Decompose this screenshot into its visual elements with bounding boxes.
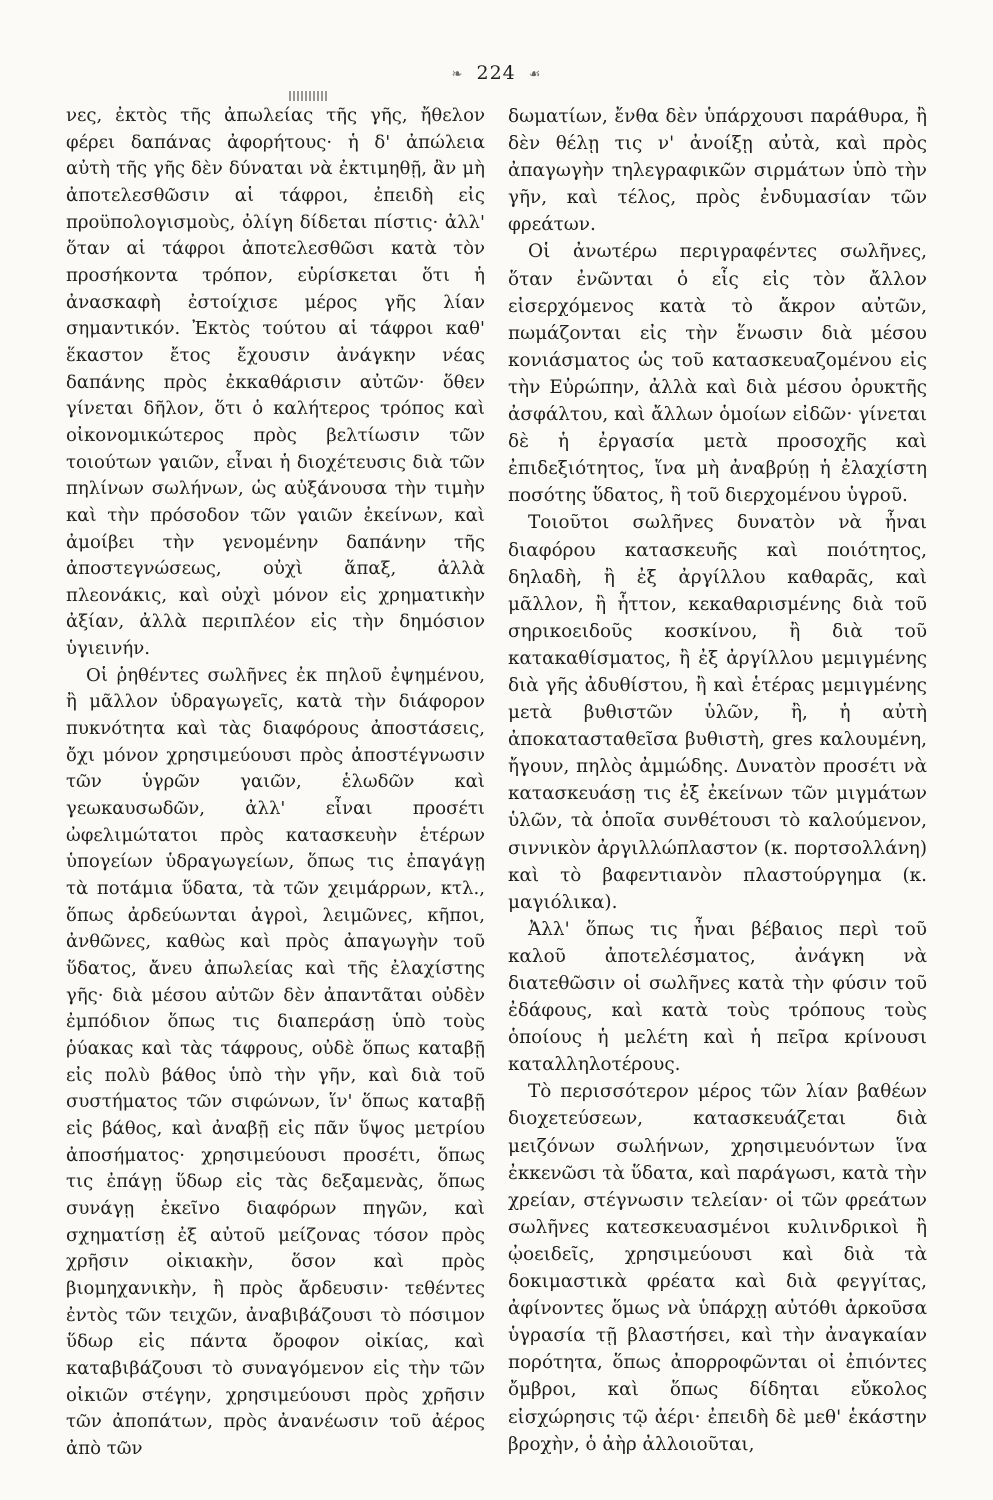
- paragraph: δωματίων, ἔνθα δὲν ὑπάρχουσι παράθυρα, ἢ δὲν θέλῃ τις ν' ἀνοίξῃ αὐτὰ, καὶ πρὸς ἀπαγωγὴν τηλεγραφικῶν σιρμάτων ὑπὸ τὴν γῆν, καὶ τέλος, πρὸς ἐνδυμασίαν τῶν φρεάτων.: [508, 106, 927, 236]
- paragraph: Οἱ ῥηθέντες σωλῆνες ἐκ πηλοῦ ἐψημένου, ἢ μᾶλλον ὑδραγωγεῖς, κατὰ τὴν διάφορον πυκνότητα καὶ τὰς διαφόρους ἀποστάσεις, ὄχι μόνον χρησιμεύουσι πρὸς ἀποστέγνωσιν τῶν ὑγρῶν γαιῶν, ἑλωδῶν καὶ γεωκαυσωδῶν, ἀλλ' εἶναι προσέτι ὠφελιμώτατοι πρὸς κατασκευὴν ἑτέρων ὑπογείων ὑδραγωγείων, ὅπως τις ἐπαγάγῃ τὰ ποτάμια ὕδατα, τὰ τῶν χειμάρρων, κτλ., ὅπως ἀρδεύωνται ἀγροὶ, λειμῶνες, κῆποι, ἀνθῶνες, καθὼς καὶ πρὸς ἀπαγωγὴν τοῦ ὕδατος, ἄνευ ἀπωλείας καὶ τῆς ἐλαχίστης γῆς· διὰ μέσου αὐτῶν δὲν ἀπαντᾶται οὐδὲν ἐμπόδιον ὅπως τις διαπεράσῃ ὑπὸ τοὺς ῥύακας καὶ τὰς τάφρους, οὐδὲ ὅπως καταβῇ εἰς πολὺ βάθος ὑπὸ τὴν γῆν, καὶ διὰ τοῦ συστήματος τῶν σιφώνων, ἵν' ὅπως καταβῇ εἰς βάθος, καὶ ἀναβῇ εἰς πᾶν ὕψος μετρίου ἀποσήματος· χρησιμεύουσι προσέτι, ὅπως τις ἐπάγῃ ὕδωρ εἰς τὰς δεξαμενὰς, ὅπως συνάγῃ ἐκεῖνο διαφόρων πηγῶν, καὶ σχηματίσῃ ἐξ αὐτοῦ μείζονας τόσον πρὸς χρῆσιν οἰκιακὴν, ὅσον καὶ πρὸς βιομηχανικὴν, ἢ πρὸς ἄρδευσιν· τεθέντες ἐντὸς τῶν τειχῶν, ἀναβιβάζουσι τὸ πόσιμον ὕδωρ εἰς πάντα ὄροφον οἰκίας, καὶ καταβιβάζουσι τὸ συναγόμενον εἰς τὴν τῶν οἰκιῶν στέγην, χρησιμεύουσι πρὸς χρῆσιν τῶν ἀποπάτων, πρὸς ἀνανέωσιν τοῦ ἀέρος ἀπὸ τῶν: [66, 664, 485, 1459]
- left-column: [66, 103, 485, 1462]
- paragraph: Οἱ ἀνωτέρω περιγραφέντες σωλῆνες, ὅταν ἐνῶνται ὁ εἷς εἰς τὸν ἄλλον εἰσερχόμενος κατὰ τὸ ἄκρον αὐτῶν, πωμάζονται εἰς τὴν ἕνωσιν διὰ μέσου κονιάσματος ὡς τοῦ κατασκευαζομένου εἰς τὴν Εὐρώπην, ἀλλὰ καὶ διὰ μέσου ὀρυκτῆς ἀσφάλτου, καὶ ἄλλων ὁμοίων εἰδῶν· γίνεται δὲ ἡ ἐργασία μετὰ προσοχῆς καὶ ἐπιδεξιότητος, ἵνα μὴ ἀναβρύῃ ἡ ἐλαχίστη ποσότης ὕδατος, ἢ τοῦ διερχομένου ὑγροῦ.: [508, 241, 927, 507]
- ink-mark: [289, 91, 327, 101]
- paragraph: Τὸ περισσότερον μέρος τῶν λίαν βαθέων διοχετεύσεων, κατασκευάζεται διὰ μειζόνων σωλήνων, χρησιμευόντων ἵνα ἐκκενῶσι τὰ ὕδατα, καὶ παράγωσι, κατὰ τὴν χρείαν, στέγνωσιν τελείαν· οἱ τῶν φρεάτων σωλῆνες κατεσκευασμένοι κυλινδρικοὶ ἢ ᾠοειδεῖς, χρησιμεύουσι καὶ διὰ τὰ δοκιμαστικὰ φρέατα καὶ διὰ φεγγίτας, ἀφίνοντες ὅμως νὰ ὑπάρχῃ αὐτόθι ἀρκοῦσα ὑγρασία τῇ βλαστήσει, καὶ τὴν ἀναγκαίαν πορότητα, ὅπως ἀπορροφῶνται οἱ ἐπιόντες ὄμβροι, καὶ ὅπως δίδηται εὔκολος εἰσχώρησις τῷ ἀέρι· ἐπειδὴ δὲ μεθ' ἑκάστην βροχὴν, ὁ ἀὴρ ἀλλοιοῦται,: [508, 1081, 927, 1455]
- page-header: [0, 62, 993, 84]
- right-column: [508, 103, 927, 1458]
- paragraph: Τοιοῦτοι σωλῆνες δυνατὸν νὰ ἦναι διαφόρου κατασκευῆς καὶ ποιότητος, δηλαδὴ, ἢ ἐξ ἀργίλλου καθαρᾶς, καὶ μᾶλλον, ἢ ἧττον, κεκαθαρισμένης διὰ τοῦ σηρικοειδοῦς κοσκίνου, ἢ διὰ τοῦ κατακαθίσματος, ἢ ἐξ ἀργίλλου μεμιγμένης διὰ γῆς ἀδυθίστου, ἢ καὶ ἑτέρας μεμιγμένης μετὰ βυθιστῶν ὑλῶν, ἢ, ἡ αὐτὴ ἀποκατασταθεῖσα βυθιστὴ, gres καλουμένη, ἤγουν, πηλὸς ἀμμώδης. Δυνατὸν προσέτι νὰ κατασκευάσῃ τις ἐξ ἐκείνων τῶν μιγμάτων ὑλῶν, τὰ ὁποῖα συνθέτουσι τὸ καλούμενον, σιννικὸν ἀργιλλώπλαστον (κ. πορτσολλάνη) καὶ τὸ βαφεντιανὸν πλαστούργημα (κ. μαγιόλικα).: [508, 512, 927, 913]
- page-number: 224: [476, 62, 516, 84]
- paragraph: Ἀλλ' ὅπως τις ἦναι βέβαιος περὶ τοῦ καλοῦ ἀποτελέσματος, ἀνάγκη νὰ διατεθῶσιν οἱ σωλῆνες κατὰ τὴν φύσιν τοῦ ἐδάφους, καὶ κατὰ τοὺς τρόπους τοὺς ὁποίους ἡ μελέτη καὶ ἡ πεῖρα κρίνουσι καταλληλοτέρους.: [508, 918, 927, 1076]
- ornament-left: ❧: [451, 66, 464, 82]
- ornament-right: ☙: [528, 66, 542, 82]
- paragraph: νες, ἐκτὸς τῆς ἀπωλείας τῆς γῆς, ἤθελον φέρει δαπάνας ἀφορήτους· ἡ δ' ἀπώλεια αὐτὴ τῆς γῆς δὲν δύναται νὰ ἐκτιμηθῇ, ἂν μὴ ἀποτελεσθῶσιν αἱ τάφροι, ἐπειδὴ εἰς προϋπολογισμοὺς, ὀλίγη δίδεται πίστις· ἀλλ' ὅταν αἱ τάφροι ἀποτελεσθῶσι κατὰ τὸν προσήκοντα τρόπον, εὑρίσκεται ὅτι ἡ ἀνασκαφὴ ἐστοίχισε μέρος γῆς λίαν σημαντικόν. Ἐκτὸς τούτου αἱ τάφροι καθ' ἕκαστον ἔτος ἔχουσιν ἀνάγκην νέας δαπάνης πρὸς ἐκκαθάρισιν αὐτῶν· ὅθεν γίνεται δῆλον, ὅτι ὁ καλήτερος τρόπος καὶ οἰκονομικώτερος πρὸς βελτίωσιν τῶν τοιούτων γαιῶν, εἶναι ἡ διοχέτευσις διὰ τῶν πηλίνων σωλήνων, ὡς αὐξάνουσα τὴν τιμὴν καὶ τὴν πρόσοδον τῶν γαιῶν ἐκείνων, καὶ ἀμοίβει τὴν γενομένην δαπάνην τῆς ἀποστεγνώσεως, οὐχὶ ἅπαξ, ἀλλὰ πλεονάκις, καὶ οὐχὶ μόνον εἰς χρηματικὴν ἀξίαν, ἀλλὰ περιπλέον εἰς τὴν δημόσιον ὑγιεινήν.: [66, 105, 485, 660]
